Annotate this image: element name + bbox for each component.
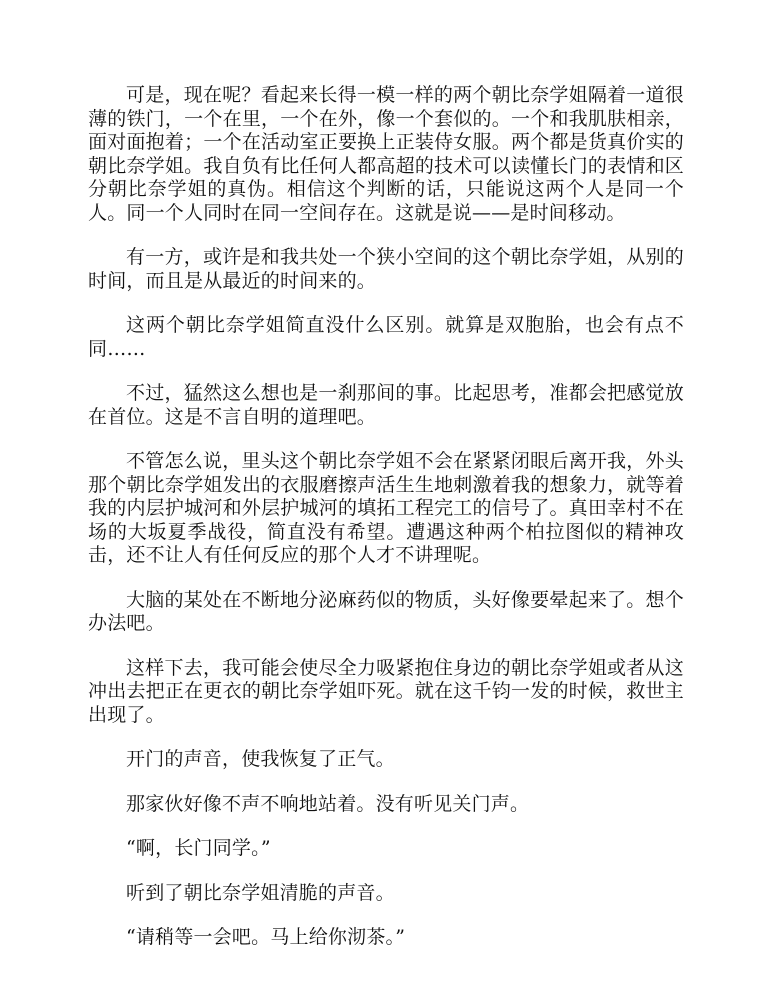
- document-page: [88, 84, 684, 971]
- paragraph-4: 不过，猛然这么想也是一刹那间的事。比起思考，准都会把感觉放在首位。这是不言自明的道理吧。: [88, 382, 684, 428]
- paragraph-6: 大脑的某处在不断地分泌麻药似的物质，头好像要晕起来了。想个办法吧。: [88, 588, 684, 634]
- paragraph-12: “请稍等一会吧。马上给你沏茶。”: [126, 926, 406, 948]
- paragraph-11: 听到了朝比奈学姐清脆的声音。: [126, 881, 395, 904]
- paragraph-3: 这两个朝比奈学姐简直没什么区别。就算是双胞胎，也会有点不同……: [88, 314, 684, 360]
- paragraph-2: 有一方，或许是和我共处一个狭小空间的这个朝比奈学姐，从别的时间，而且是从最近的时间来的。: [88, 246, 684, 292]
- paragraph-1: 可是，现在呢？看起来长得一模一样的两个朝比奈学姐隔着一道很薄的铁门，一个在里，一个在外，像一个套似的。一个和我肌肤相亲，面对面抱着；一个在活动室正要换上正装侍女服。两个都是货真价实的朝比奈学姐。我自负有比任何人都高超的技术可以读懂长门的表情和区分朝比奈学姐的真伪。相信这个判断的话，只能说这两个人是同一个人。同一个人同时在同一空间存在。这就是说——是时间移动。: [88, 84, 684, 224]
- paragraph-10: “啊，长门同学。”: [126, 837, 271, 859]
- paragraph-8: 开门的声音，使我恢复了正气。: [126, 748, 395, 770]
- paragraph-9: 那家伙好像不声不响地站着。没有听见关门声。: [126, 792, 530, 815]
- paragraph-7: 这样下去，我可能会使尽全力吸紧抱住身边的朝比奈学姐或者从这冲出去把正在更衣的朝比奈学姐吓死。就在这千钧一发的时候，救世主出现了。: [88, 656, 684, 726]
- paragraph-5: 不管怎么说，里头这个朝比奈学姐不会在紧紧闭眼后离开我，外头那个朝比奈学姐发出的衣服磨擦声活生生地刺激着我的想象力，就等着我的内层护城河和外层护城河的填拓工程完工的信号了。真田幸村不在场的大坂夏季战役，简直没有希望。遭遇这种两个柏拉图似的精神攻击，还不让人有任何反应的那个人才不讲理呢。: [88, 450, 684, 566]
